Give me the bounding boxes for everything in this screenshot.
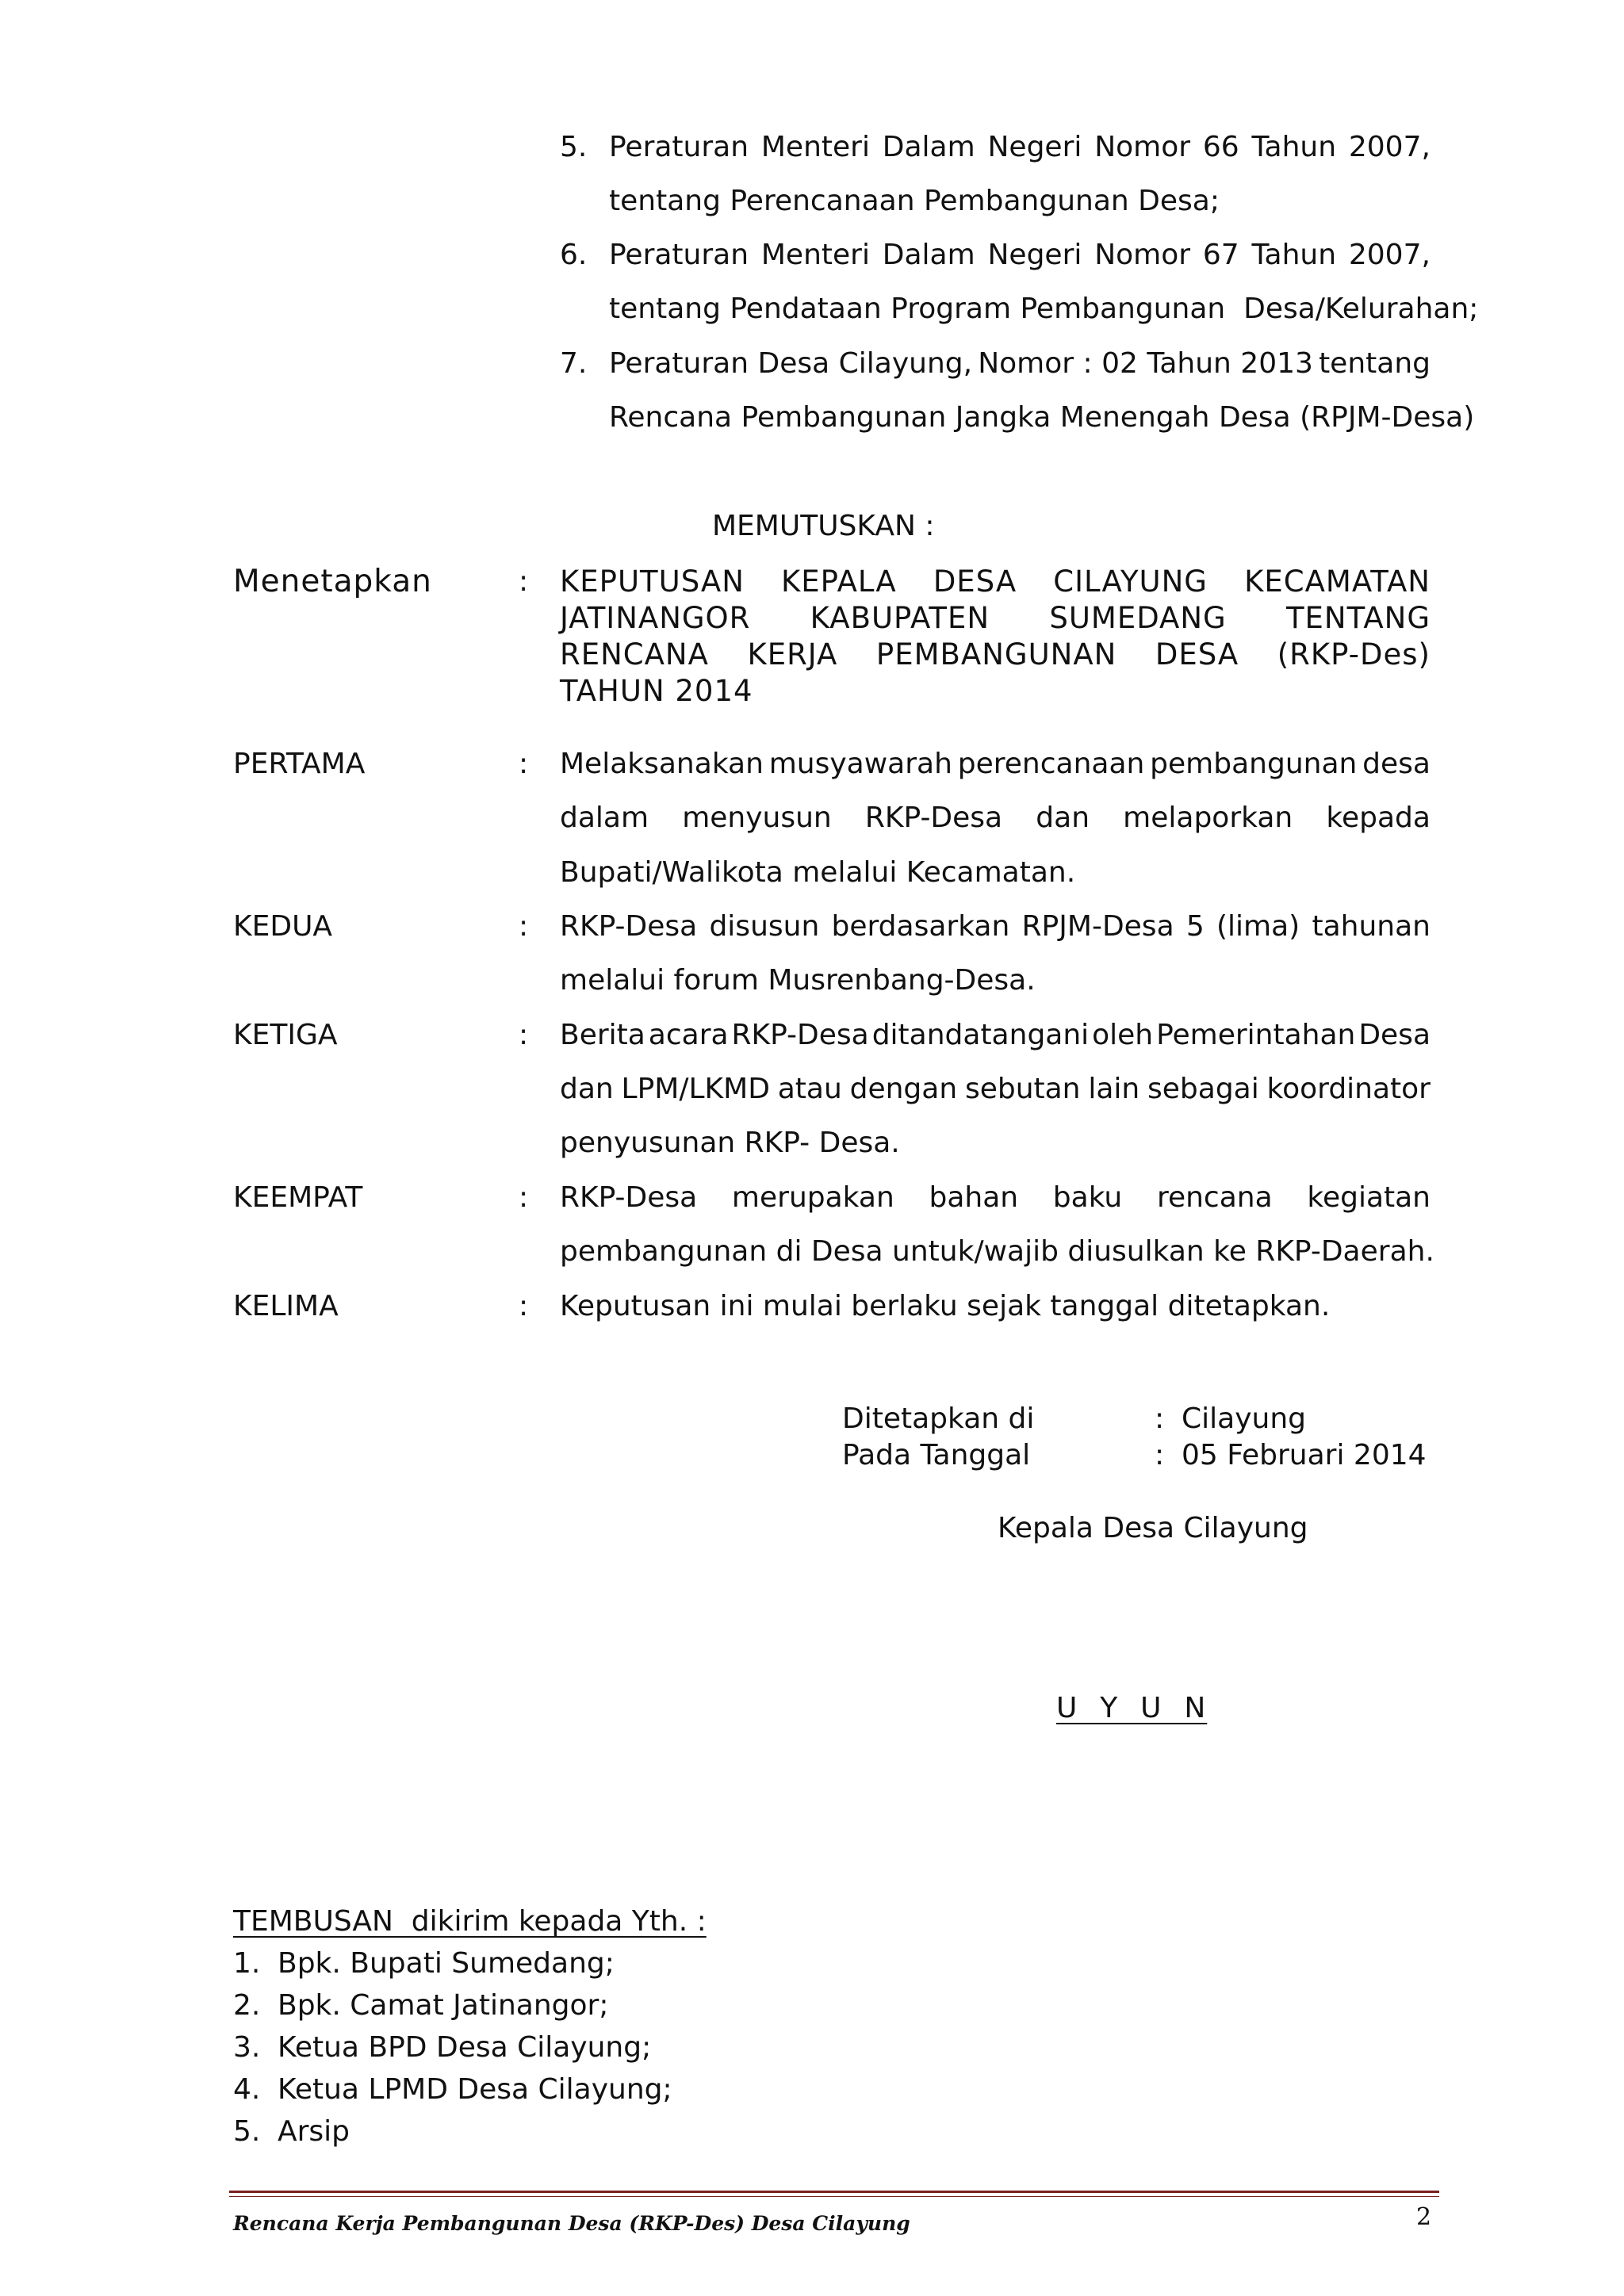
signatory-name: U Y U N: [1056, 1692, 1208, 1724]
pertama-label: PERTAMA: [233, 748, 366, 780]
pertama-line2: dalam menyusun RKP-Desa dan melaporkan kepada: [560, 802, 1431, 834]
place-colon: :: [1155, 1402, 1165, 1435]
footer-rule-thick: [229, 2191, 1439, 2193]
pertama-colon: :: [519, 748, 529, 780]
menetapkan-label: Menetapkan: [233, 564, 432, 599]
tembusan-item-1: Bpk. Bupati Sumedang;: [278, 1947, 615, 1980]
tembusan-item-1-number: 1.: [233, 1947, 261, 1980]
consideration-5-number: 5.: [560, 131, 588, 163]
consideration-6-line2: tentang Pendataan Program Pembangunan Desa/Kelurahan;: [609, 293, 1479, 325]
place-value: Cilayung: [1182, 1402, 1306, 1435]
tembusan-item-2: Bpk. Camat Jatinangor;: [278, 1989, 609, 2022]
ketiga-line1: Berita acara RKP-Desa ditandatangani oleh Pemerintahan Desa: [560, 1019, 1431, 1051]
place-label: Ditetapkan di: [842, 1402, 1035, 1435]
kelima-line1: Keputusan ini mulai berlaku sejak tanggal ditetapkan.: [560, 1290, 1331, 1322]
consideration-7-line1: Peraturan Desa Cilayung, Nomor : 02 Tahun 2013 tentang: [609, 347, 1431, 380]
footer-rule-thin: [229, 2196, 1439, 2197]
page-number: 2: [1416, 2203, 1432, 2231]
tembusan-item-2-number: 2.: [233, 1989, 261, 2022]
tembusan-item-5: Arsip: [278, 2115, 350, 2148]
kedua-line2: melalui forum Musrenbang-Desa.: [560, 964, 1036, 997]
consideration-5-line2: tentang Perencanaan Pembangunan Desa;: [609, 185, 1220, 217]
signatory-title: Kepala Desa Cilayung: [998, 1512, 1308, 1544]
consideration-7-line2: Rencana Pembangunan Jangka Menengah Desa (RPJM-Desa): [609, 401, 1475, 434]
kedua-colon: :: [519, 910, 529, 943]
consideration-7-number: 7.: [560, 347, 588, 380]
consideration-6-number: 6.: [560, 239, 588, 271]
ketiga-line2: dan LPM/LKMD atau dengan sebutan lain sebagai koordinator: [560, 1073, 1431, 1105]
date-colon: :: [1155, 1439, 1165, 1471]
menetapkan-line4: TAHUN 2014: [560, 674, 753, 708]
tembusan-item-3-number: 3.: [233, 2031, 261, 2064]
ketiga-line3: penyusunan RKP- Desa.: [560, 1127, 900, 1159]
menetapkan-line1: KEPUTUSAN KEPALA DESA CILAYUNG KECAMATAN: [560, 564, 1431, 599]
consideration-5-line1: Peraturan Menteri Dalam Negeri Nomor 66 Tahun 2007,: [609, 131, 1431, 163]
memutuskan-heading: MEMUTUSKAN :: [712, 510, 935, 542]
keempat-colon: :: [519, 1181, 529, 1214]
menetapkan-colon: :: [519, 565, 529, 598]
footer-document-title: Rencana Kerja Pembangunan Desa (RKP-Des) Desa Cilayung: [233, 2212, 910, 2235]
consideration-6-line1: Peraturan Menteri Dalam Negeri Nomor 67 Tahun 2007,: [609, 239, 1431, 271]
kelima-colon: :: [519, 1290, 529, 1322]
tembusan-heading: TEMBUSAN dikirim kepada Yth. :: [233, 1905, 707, 1938]
date-value: 05 Februari 2014: [1182, 1439, 1427, 1471]
ketiga-label: KETIGA: [233, 1019, 338, 1051]
ketiga-colon: :: [519, 1019, 529, 1051]
kelima-label: KELIMA: [233, 1290, 339, 1322]
pertama-line1: Melaksanakan musyawarah perencanaan pembangunan desa: [560, 748, 1431, 780]
pertama-line3: Bupati/Walikota melalui Kecamatan.: [560, 856, 1076, 889]
menetapkan-line2: JATINANGOR KABUPATEN SUMEDANG TENTANG: [560, 601, 1431, 635]
kedua-label: KEDUA: [233, 910, 333, 943]
keempat-line1: RKP-Desa merupakan bahan baku rencana kegiatan: [560, 1181, 1431, 1214]
tembusan-item-3: Ketua BPD Desa Cilayung;: [278, 2031, 652, 2064]
menetapkan-line3: RENCANA KERJA PEMBANGUNAN DESA (RKP-Des): [560, 637, 1431, 672]
tembusan-item-4-number: 4.: [233, 2073, 261, 2106]
kedua-line1: RKP-Desa disusun berdasarkan RPJM-Desa 5 (lima) tahunan: [560, 910, 1431, 943]
keempat-line2: pembangunan di Desa untuk/wajib diusulkan ke RKP-Daerah.: [560, 1235, 1434, 1268]
tembusan-item-4: Ketua LPMD Desa Cilayung;: [278, 2073, 672, 2106]
tembusan-item-5-number: 5.: [233, 2115, 261, 2148]
keempat-label: KEEMPAT: [233, 1181, 363, 1214]
date-label: Pada Tanggal: [842, 1439, 1031, 1471]
